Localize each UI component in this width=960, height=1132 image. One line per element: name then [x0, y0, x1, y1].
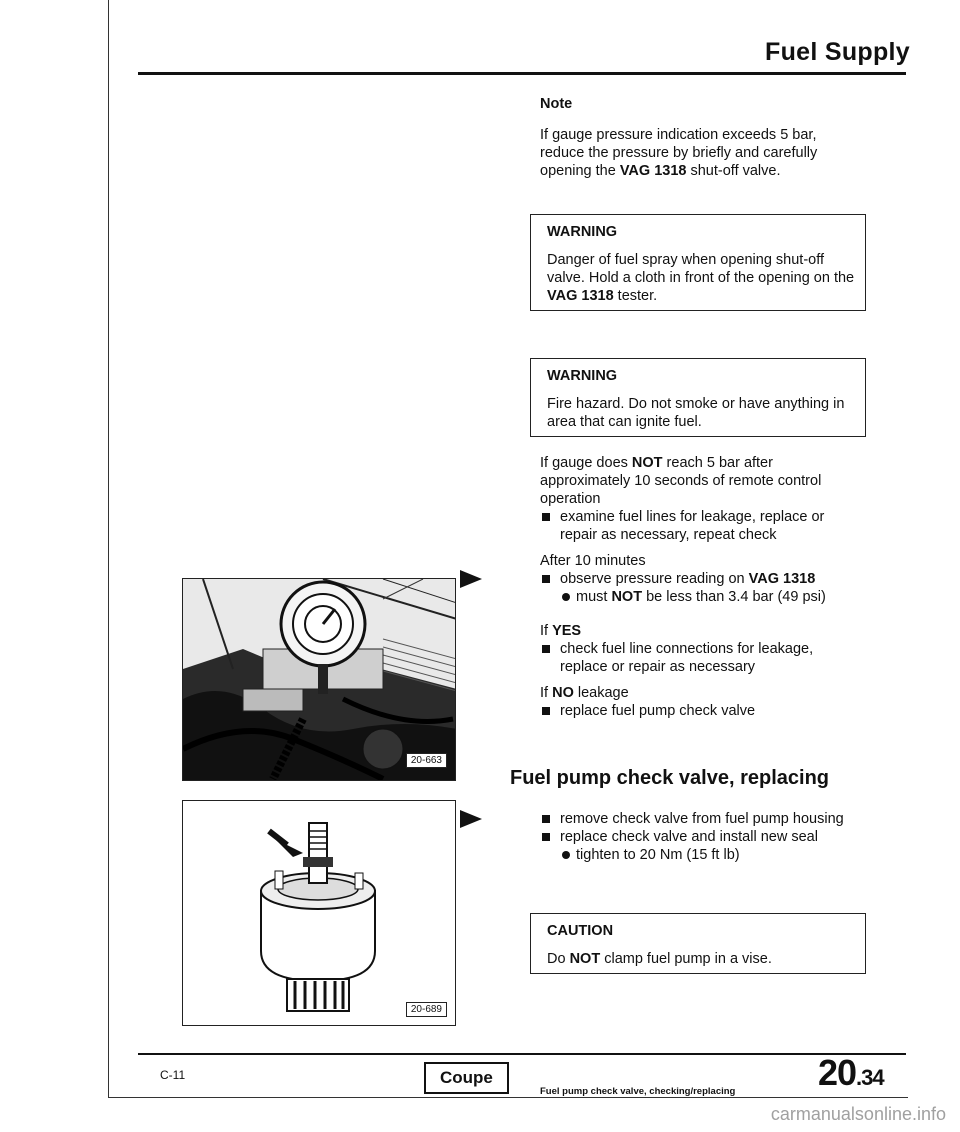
warning-text: Fire hazard. Do not smoke or have anything in area that can ignite fuel.	[547, 396, 845, 430]
gauge-check-block	[540, 454, 860, 544]
caution-box	[530, 913, 866, 974]
caution-text: Do NOT clamp fuel pump in a vise.	[547, 951, 772, 967]
warning-box-spray	[530, 214, 866, 311]
list-item: replace fuel pump check valve	[540, 702, 860, 720]
list-item: remove check valve from fuel pump housing	[540, 810, 860, 828]
engine-bay-illustration	[183, 579, 456, 781]
footer-rule	[138, 1053, 906, 1055]
footer-caption: Fuel pump check valve, checking/replacing	[540, 1086, 736, 1097]
warning-title: WARNING	[547, 368, 618, 384]
page-number-sub: .34	[856, 1065, 884, 1090]
caution-title: CAUTION	[547, 923, 614, 939]
note-text: If gauge pressure indication exceeds 5 bar, reduce the pressure by briefly and carefully opening the VAG 1318 shut-off valve.	[540, 127, 818, 179]
if-no-block	[540, 684, 860, 720]
figure-tag: 20-663	[406, 753, 447, 768]
page-number	[818, 1052, 884, 1094]
page-number-main: 20	[818, 1052, 857, 1093]
header-rule	[138, 72, 906, 75]
warning-text: Danger of fuel spray when opening shut-off valve. Hold a cloth in front of the opening on the VAG 1318 tester.	[547, 252, 855, 304]
footer-code: C-11	[160, 1068, 186, 1082]
list-item: check fuel line connections for leakage, replace or repair as necessary	[540, 640, 860, 676]
page-number-sub-value: 34	[861, 1065, 884, 1090]
after-ten-intro: After 10 minutes	[540, 553, 646, 569]
model-label: Coupe	[424, 1062, 509, 1094]
watermark: carmanualsonline.info	[770, 1104, 946, 1124]
warning-title: WARNING	[547, 224, 618, 240]
list-item: replace check valve and install new seal	[540, 828, 860, 846]
after-ten-block	[540, 552, 860, 606]
if-no-label: If NO leakage	[540, 685, 629, 701]
fuel-pump-figure	[182, 800, 456, 1026]
left-margin-rule	[108, 0, 109, 1098]
list-item: observe pressure reading on VAG 1318	[540, 570, 860, 588]
bottom-margin-rule	[108, 1097, 908, 1098]
page-title: Fuel Supply	[765, 38, 910, 66]
section-steps	[540, 810, 860, 864]
section-heading: Fuel pump check valve, replacing	[510, 767, 830, 789]
list-item: examine fuel lines for leakage, replace or repair as necessary, repeat check	[540, 508, 860, 544]
sub-list-item: must NOT be less than 3.4 bar (49 psi)	[560, 588, 860, 606]
pointer-arrow-icon	[460, 810, 482, 828]
figure-tag: 20-689	[406, 1002, 447, 1017]
warning-box-fire	[530, 358, 866, 437]
fuel-pump-illustration	[183, 801, 456, 1026]
gauge-check-intro: If gauge does NOT reach 5 bar after approximately 10 seconds of remote control operation	[540, 455, 822, 507]
sub-list-item: tighten to 20 Nm (15 ft lb)	[560, 846, 860, 864]
if-yes-label: If YES	[540, 623, 582, 639]
pointer-arrow-icon	[460, 570, 482, 588]
note-label: Note	[540, 96, 573, 112]
engine-bay-figure	[182, 578, 456, 781]
if-yes-block	[540, 622, 860, 676]
